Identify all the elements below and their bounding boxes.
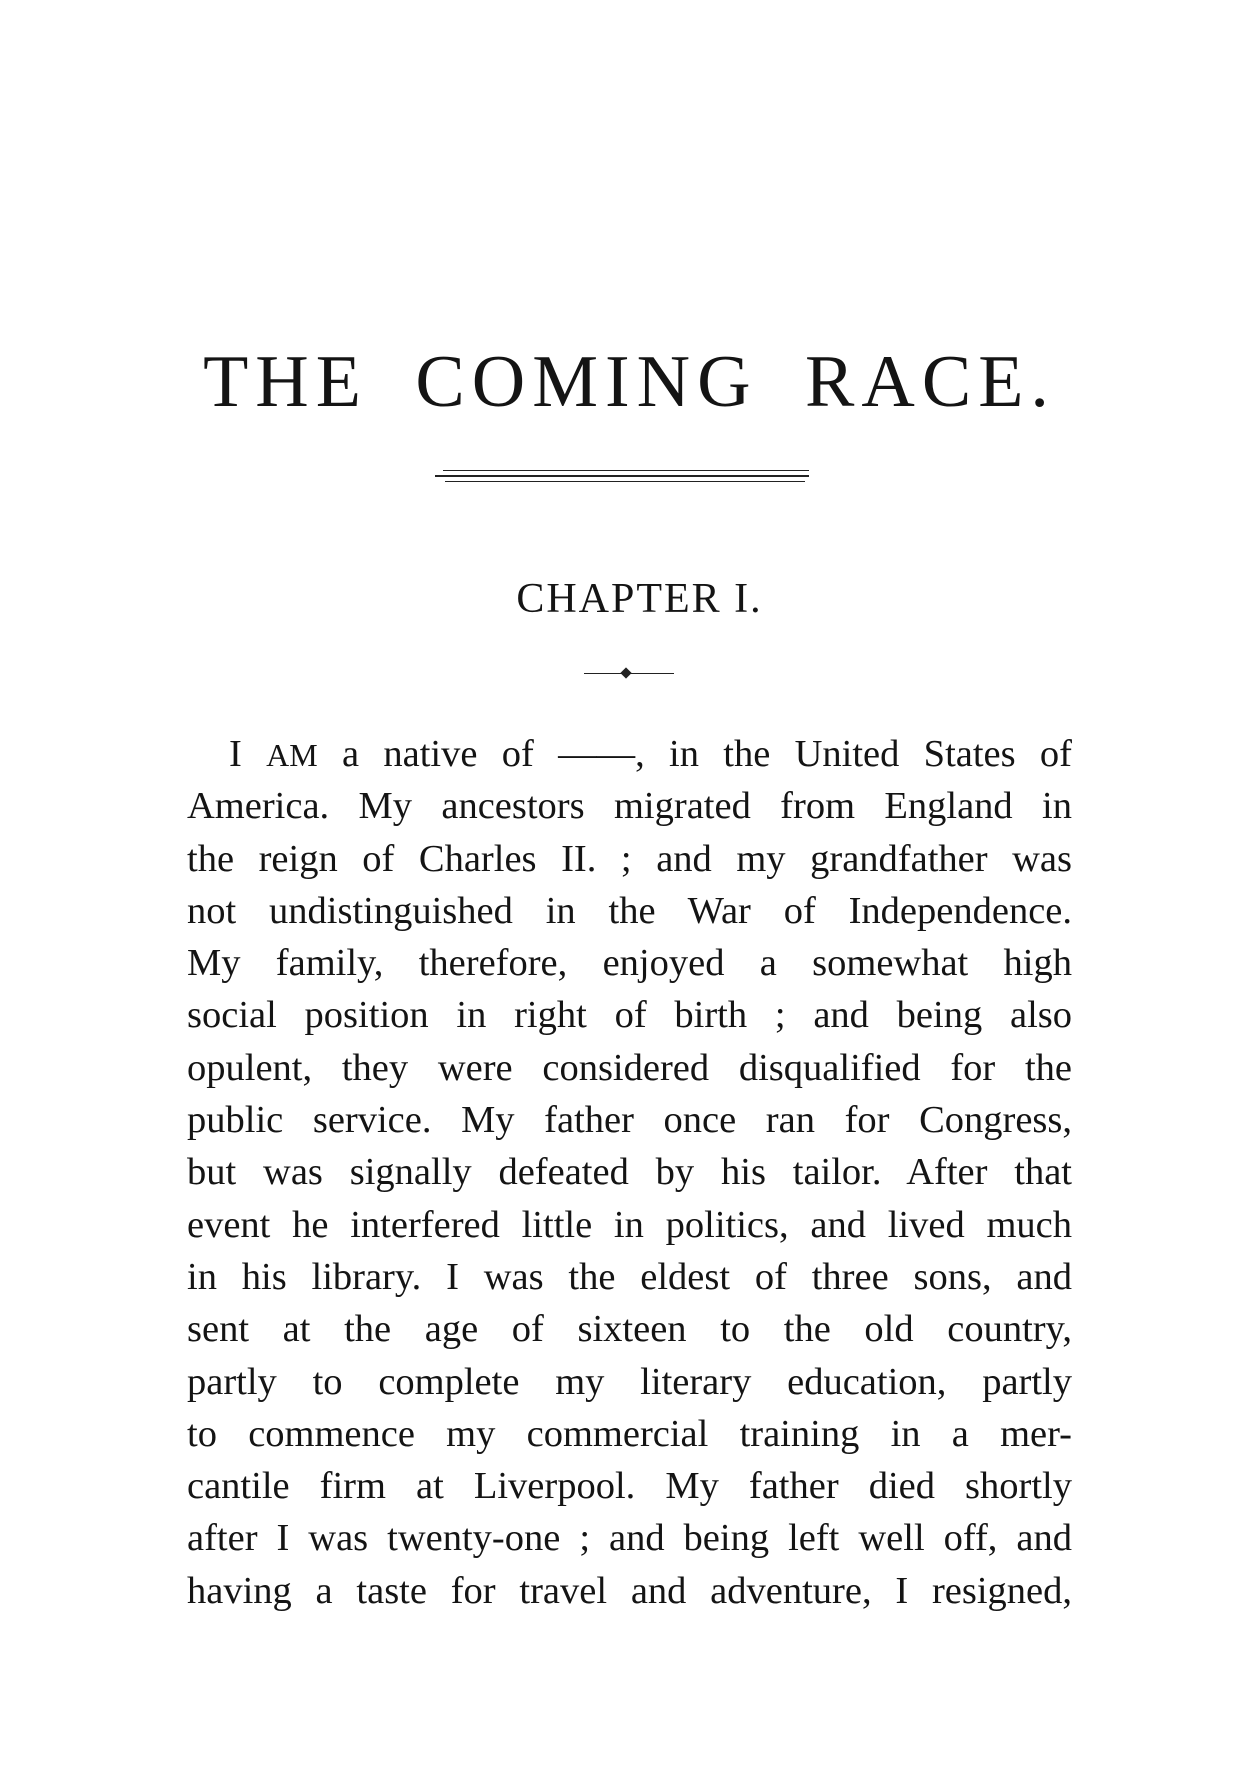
text-line: My family, therefore, enjoyed a somewhat high <box>187 942 1072 985</box>
text-line: partly to complete my literary education, partly <box>187 1360 1072 1403</box>
title-rule-divider <box>435 470 809 484</box>
text-line: having a taste for travel and adventure, I resigned, <box>187 1569 1072 1612</box>
book-title: THE COMING RACE. <box>203 341 1056 423</box>
text-line: cantile firm at Liverpool. My father died shortly <box>187 1465 1072 1508</box>
text-line: public service. My father once ran for Congress, <box>187 1099 1072 1142</box>
first-line-rest: a native of ——, in the United States of <box>317 733 1072 775</box>
text-line: not undistinguished in the War of Independence. <box>187 889 1072 932</box>
text-line: the reign of Charles II. ; and my grandfather was <box>187 837 1072 880</box>
text-line: after I was twenty-one ; and being left well off, and <box>187 1517 1072 1560</box>
lead-smallcaps: AM <box>266 737 318 773</box>
text-line: event he interfered little in politics, and lived much <box>187 1203 1072 1246</box>
lead-capital: I <box>229 733 267 775</box>
chapter-ornament-divider <box>584 668 674 680</box>
diamond-icon <box>620 667 631 678</box>
text-line-1 <box>187 728 1072 780</box>
text-line: opulent, they were considered disqualified for the <box>187 1046 1072 1089</box>
chapter-heading: CHAPTER I. <box>516 576 763 622</box>
text-line: in his library. I was the eldest of three sons, and <box>187 1255 1072 1298</box>
text-line: sent at the age of sixteen to the old country, <box>187 1308 1072 1351</box>
text-line: to commence my commercial training in a mer- <box>187 1412 1072 1455</box>
text-line: America. My ancestors migrated from England in <box>187 785 1072 828</box>
chapter-body-text <box>187 728 1072 1617</box>
text-line: social position in right of birth ; and being also <box>187 994 1072 1037</box>
text-line: but was signally defeated by his tailor. After that <box>187 1151 1072 1194</box>
